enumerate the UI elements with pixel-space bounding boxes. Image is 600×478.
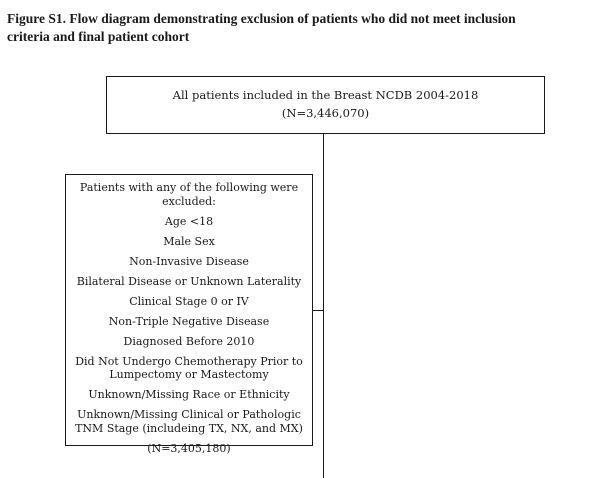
exclusion-branch-connector xyxy=(312,310,324,311)
exclusion-criterion xyxy=(66,235,312,249)
criterion-text: Diagnosed Before 2010 xyxy=(123,334,255,348)
exclusion-criterion xyxy=(66,408,312,435)
exclusion-criterion xyxy=(66,215,312,229)
exclusion-header-line-1: Patients with any of the following were xyxy=(79,181,299,194)
exclusion-criterion xyxy=(66,388,312,402)
criterion-text: Age <18 xyxy=(164,214,214,228)
flow-main-connector xyxy=(323,134,324,478)
criterion-text: Did Not Undergo Chemotherapy Prior to xyxy=(75,354,303,368)
exclusion-criterion xyxy=(66,315,312,329)
criterion-text: Non-Invasive Disease xyxy=(129,254,249,268)
criterion-text: Clinical Stage 0 or IV xyxy=(129,294,249,308)
criterion-text: Unknown/Missing Race or Ethnicity xyxy=(88,388,290,401)
exclusion-criterion xyxy=(66,295,312,309)
criterion-text: Non-Triple Negative Disease xyxy=(108,314,270,328)
criterion-text: TNM Stage (includeing TX, NX, and MX) xyxy=(75,421,303,435)
exclusion-criteria-box xyxy=(65,174,313,455)
caption-line-1: Figure S1. Flow diagram demonstrating exclusion of patients who did not meet inclusion xyxy=(7,11,516,26)
excluded-count: (N=3,405,180) xyxy=(147,441,231,455)
criterion-text: Unknown/Missing Clinical or Pathologic xyxy=(77,408,301,421)
caption-line-2: criteria and final patient cohort xyxy=(7,29,190,44)
exclusion-criterion xyxy=(66,255,312,269)
all-patients-label: All patients included in the Breast NCDB 2004-2018 xyxy=(172,88,479,102)
exclusion-header-line-2: excluded: xyxy=(162,194,216,208)
figure-caption xyxy=(7,10,592,46)
all-patients-box xyxy=(106,76,545,134)
exclusion-criterion xyxy=(66,355,312,382)
criterion-text: Lumpectomy or Mastectomy xyxy=(109,368,269,381)
exclusion-criterion xyxy=(66,275,312,289)
criterion-text: Male Sex xyxy=(163,234,215,248)
exclusion-criterion xyxy=(66,335,312,349)
all-patients-count: (N=3,446,070) xyxy=(281,106,370,120)
criterion-text: Bilateral Disease or Unknown Laterality xyxy=(76,274,302,288)
